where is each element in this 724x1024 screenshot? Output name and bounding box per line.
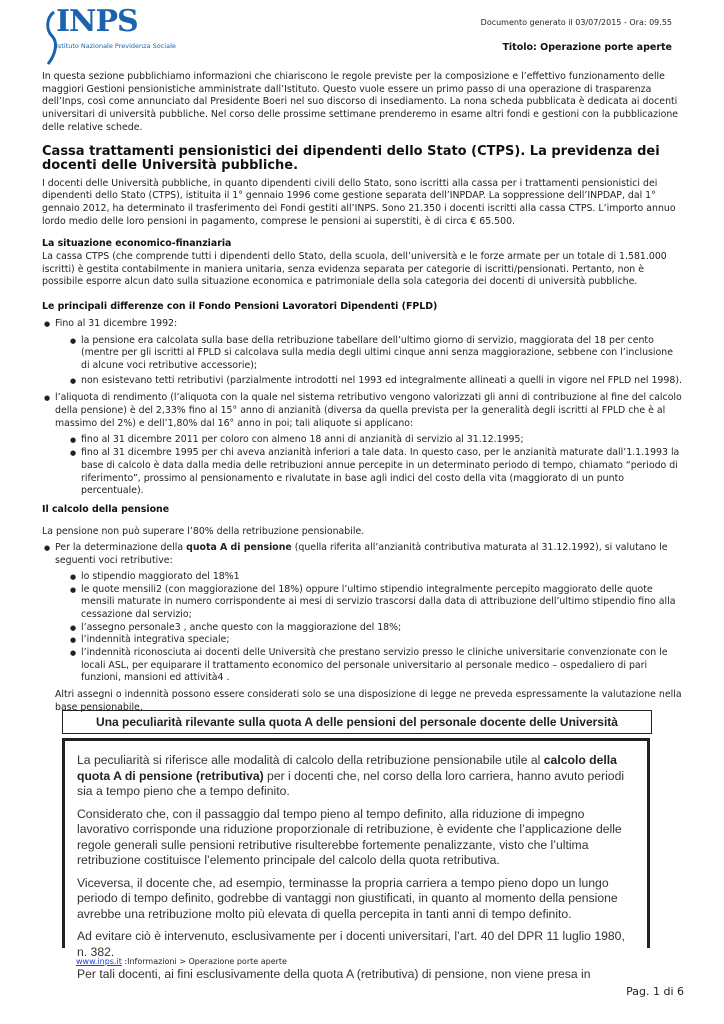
section-body: I docenti delle Università pubbliche, in quanto dipendenti civili dello Stato, sono iscritti alla cassa per i trattamenti pensionistici dei dipendenti dello Stato (CTPS), istituita il 1° gennaio 1996 come gestione separata dell’INPDAP. La soppressione dell’INPDAP, dal 1° gennaio 2012, ha determinato il trasferimento dei Fondi gestiti all’INPS. Sono 21.350 i docenti iscritti alla cassa CTPS. L’importo annuo lordo medio delle loro pensioni in pagamento, comprese le pensioni ai superstiti, è di circa € 65.500.: [42, 177, 676, 227]
quote-paragraph: [77, 753, 635, 800]
list-item: ● lo stipendio maggiorato del 18%1: [68, 571, 682, 584]
list-item: [42, 318, 682, 388]
page-number: Pag. 1 di 6: [626, 985, 684, 998]
list-item-text: (quella riferita all’anzianità contributiva maturata al 31.12.1992), si valutano le seguenti voci retributive:: [55, 542, 668, 567]
calc-list: [42, 542, 682, 714]
list-item: ● la pensione era calcolata sulla base della retribuzione tabellare dell’ultimo giorno di servizio, maggiorata del 18 per cento (mentre per gli iscritti al FPLD si calcolava sulla media degli ultimi cinque anni senza maggiorazione, sebbene con l’inclusione di alcune voci retributive accessorie);: [68, 335, 682, 373]
sub-list: [55, 434, 682, 498]
inps-link[interactable]: www.inps.it: [76, 957, 122, 966]
list-item: ● l’assegno personale3 , anche questo con la maggiorazione del 18%;: [68, 622, 682, 635]
diff-list: [42, 318, 682, 498]
quote-paragraph: Viceversa, il docente che, ad esempio, terminasse la propria carriera a tempo pieno dopo un lungo periodo di tempo definito, godrebbe di vantaggi non giustificati, in quanto al momento della pensione avrebbe una retribuzione molto più elevata di quella percepita in tanti anni di tempo definito.: [77, 875, 618, 921]
generated-timestamp: Documento generato il 03/07/2015 - Ora: 09.55: [480, 18, 672, 27]
diff-title: Le principali differenze con il Fondo Pensioni Lavoratori Dipendenti (FPLD): [42, 301, 438, 313]
sub-list: [55, 571, 682, 685]
list-item: [42, 542, 682, 714]
footer: [76, 957, 287, 966]
list-item: ● le quote mensili2 (con maggiorazione del 18%) oppure l’ultimo stipendio integralmente percepito maggiorato delle quote mensili maturate in numero corrispondente ai mesi di servizio trascorsi dalla data di attribuzione dell’ultimo stipendio fino alla cessazione dal servizio;: [68, 584, 682, 622]
list-item: ● l’indennità riconosciuta ai docenti delle Università che prestano servizio presso le cliniche universitarie convenzionate con le locali ASL, per equiparare il trattamento economico del personale universitario al personale medico – ospedaliero di pari funzioni, mansioni ed attività4 .: [68, 647, 682, 685]
quote-paragraph: Per tali docenti, ai fini esclusivamente della quota A (retributiva) di pensione, non viene presa in: [77, 967, 591, 981]
list-item: ● fino al 31 dicembre 2011 per coloro con almeno 18 anni di anzianità di servizio al 31.12.1995;: [68, 434, 682, 447]
econ-title: La situazione economico-finanziaria: [42, 238, 232, 250]
list-item-text: l’aliquota di rendimento (l’aliquota con la quale nel sistema retributivo vengono valorizzati gli anni di contribuzione al fine del calcolo della pensione) è del 2,33% fino al 15° anno di anzianità (diversa da quella prevista per la generalità degli iscritti al FPLD che è al massimo del 2%) e dell’1,80% dal 16° anno in poi; tali aliquote si applicano:: [55, 392, 682, 429]
quote-text: La peculiarità si riferisce alle modalità di calcolo della retribuzione pensionabile utile al: [77, 753, 544, 767]
footer-breadcrumb: :Informazioni > Operazione porte aperte: [121, 957, 287, 966]
sub-list: [55, 335, 682, 388]
main-content: [42, 71, 682, 715]
quote-paragraph: Ad evitare ciò è intervenuto, esclusivamente per i docenti universitari, l’art. 40 del DPR 11 luglio 1980, n. 382.: [77, 929, 625, 959]
document-title: Titolo: Operazione porte aperte: [502, 42, 672, 53]
inps-logo: [44, 4, 184, 70]
quote-text: per i docenti che, nel corso della loro carriera, hanno avuto periodi sia a tempo pieno che a tempo definito.: [77, 768, 625, 798]
quote-bold: calcolo della quota A di pensione (retributiva): [77, 753, 617, 783]
list-item: ● non esistevano tetti retributivi (parzialmente introdotti nel 1993 ed integralmente allineati a quelli in vigore nel FPLD nel 1998).: [68, 375, 682, 388]
calc-title: Il calcolo della pensione: [42, 503, 170, 515]
quote-paragraph: Considerato che, con il passaggio dal tempo pieno al tempo definito, alla riduzione di impegno lavorativo corrisponde una riduzione proporzionale di retribuzione, è evidente che l’applicazione delle regole generali sulle pensioni retributive risulterebbe fortemente penalizzante, visto che l’ultima retribuzione costituisce l’elemento principale del calcolo della quota retributiva.: [77, 806, 622, 867]
list-item: ● l’indennità integrativa speciale;: [68, 634, 682, 647]
list-item-bold: quota A di pensione: [186, 542, 292, 554]
highlight-box-title: Una peculiarità rilevante sulla quota A delle pensioni del personale docente delle Università: [62, 710, 652, 734]
calc-note: Altri assegni o indennità possono essere considerati solo se una disposizione di legge ne preveda espressamente la valutazione nella base pensionabile.: [55, 689, 682, 713]
econ-body: La cassa CTPS (che comprende tutti i dipendenti dello Stato, della scuola, dell’università e le forze armate per un totale di 1.581.000 iscritti) è gestita contabilmente in maniera unitaria, senza evidenza separata per categorie di iscritti/pensionati. Pertanto, non è possibile esporre alcun dato sulla situazione economica e patrimoniale della sola categoria dei docenti di università pubbliche.: [42, 251, 667, 288]
list-item-text: Per la determinazione della: [55, 542, 187, 554]
logo-text: INPS: [56, 4, 138, 39]
list-item: [42, 392, 682, 498]
calc-paragraph: La pensione non può superare l’80% della retribuzione pensionabile.: [42, 525, 365, 537]
intro-paragraph: In questa sezione pubblichiamo informazioni che chiariscono le regole previste per la composizione e l’effettivo funzionamento delle maggiori Gestioni pensionistiche amministrate dall’Istituto. Questo vuole essere un primo passo di una operazione di trasparenza dell’Inps, così come annunciato dal Presidente Boeri nel suo discorso di insediamento. La nona scheda pubblicata è dedicata ai docenti universitari di università pubbliche. Nel corso delle prossime settimane prenderemo in esame altri fondi e gestioni con la pubblicazione delle relative schede.: [42, 71, 679, 133]
list-item: ● fino al 31 dicembre 1995 per chi aveva anzianità inferiori a tale data. In questo caso, per le anzianità maturate dall’1.1.1993 la base di calcolo è data dalla media delle retribuzioni annue percepite in un determinato periodo di tempo, chiamato “periodo di riferimento”, prossimo al pensionamento e rivalutate in base agli indici del costo della vita (maggiorato di un punto percentuale).: [68, 447, 682, 498]
section-title: Cassa trattamenti pensionistici dei dipendenti dello Stato (CTPS). La previdenza dei docenti delle Università pubbliche.: [42, 143, 660, 174]
logo-subtitle: Istituto Nazionale Previdenza Sociale: [56, 42, 176, 50]
list-item-text: Fino al 31 dicembre 1992:: [55, 317, 178, 329]
